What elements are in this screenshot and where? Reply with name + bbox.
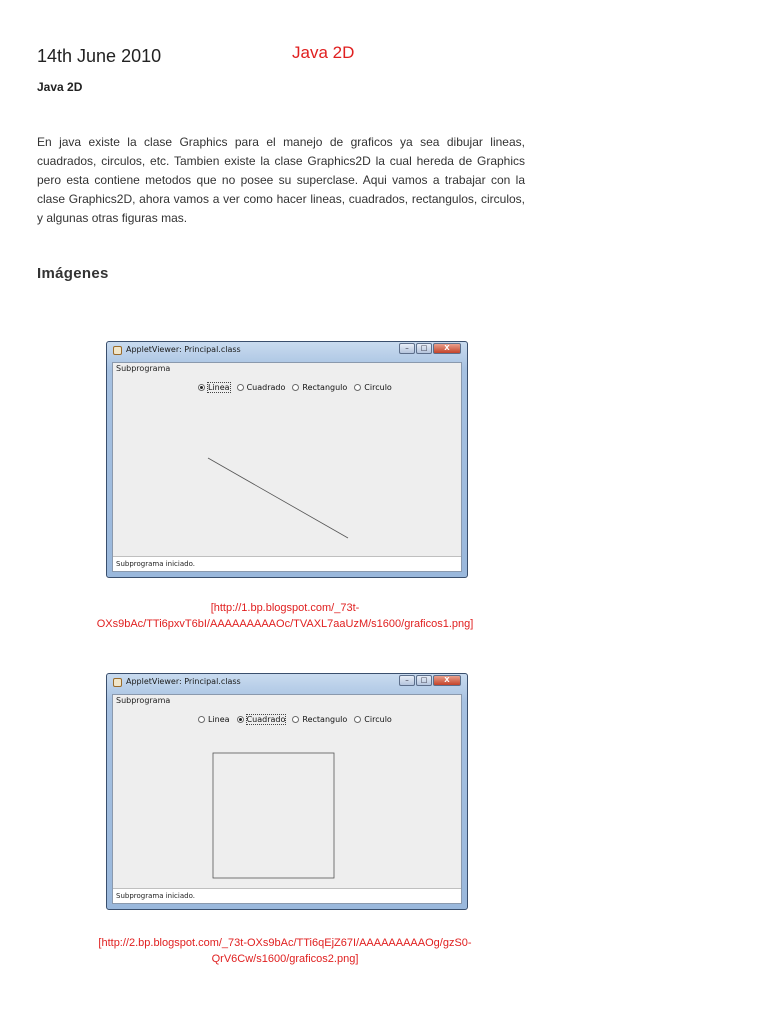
menu-subprograma[interactable]: Subprograma — [116, 364, 171, 373]
drawn-line — [208, 458, 348, 538]
window-titlebar — [107, 674, 467, 692]
caption-line: QrV6Cw/s1600/graficos2.png] — [211, 953, 359, 965]
radio-linea[interactable]: Linea — [198, 383, 230, 392]
post-title: Java 2D — [37, 80, 83, 94]
radio-cuadrado[interactable]: Cuadrado — [237, 715, 286, 724]
shape-radio-group — [198, 715, 399, 724]
drawn-square — [213, 753, 334, 878]
radio-dot-icon — [237, 716, 244, 723]
status-bar: Subprograma iniciado. — [113, 888, 461, 903]
window-title: AppletViewer: Principal.class — [126, 677, 241, 686]
window-titlebar — [107, 342, 467, 360]
radio-dot-icon — [237, 384, 244, 391]
minimize-button[interactable]: – — [399, 343, 415, 354]
radio-dot-icon — [292, 716, 299, 723]
minimize-button[interactable]: – — [399, 675, 415, 686]
java-icon — [113, 346, 122, 355]
applet-client-area — [112, 694, 462, 904]
caption-line: [http://2.bp.blogspot.com/_73t-OXs9bAc/TTi6qEjZ67I/AAAAAAAAAOg/gzS0- — [98, 937, 472, 949]
radio-cuadrado[interactable]: Cuadrado — [237, 383, 286, 392]
shape-radio-group — [198, 383, 399, 392]
menu-subprograma[interactable]: Subprograma — [116, 696, 171, 705]
applet-client-area — [112, 362, 462, 572]
radio-dot-icon — [292, 384, 299, 391]
radio-rectangulo[interactable]: Rectangulo — [292, 715, 347, 724]
post-date: 14th June 2010 — [37, 46, 162, 66]
applet-window-linea — [106, 341, 468, 578]
maximize-button[interactable]: □ — [416, 675, 432, 686]
radio-circulo[interactable]: Circulo — [354, 715, 392, 724]
status-bar: Subprograma iniciado. — [113, 556, 461, 571]
image-caption-2[interactable] — [40, 935, 530, 967]
drawing-canvas — [113, 393, 463, 563]
blog-title-link[interactable]: Java 2D — [292, 43, 355, 62]
close-button[interactable]: X — [433, 675, 461, 686]
radio-dot-icon — [354, 716, 361, 723]
radio-dot-icon — [354, 384, 361, 391]
close-button[interactable]: X — [433, 343, 461, 354]
image-caption-1[interactable] — [40, 600, 530, 632]
window-title: AppletViewer: Principal.class — [126, 345, 241, 354]
radio-dot-icon — [198, 384, 205, 391]
radio-rectangulo[interactable]: Rectangulo — [292, 383, 347, 392]
radio-circulo[interactable]: Circulo — [354, 383, 392, 392]
radio-dot-icon — [198, 716, 205, 723]
drawing-canvas — [113, 725, 463, 895]
applet-window-cuadrado — [106, 673, 468, 910]
java-icon — [113, 678, 122, 687]
radio-linea[interactable]: Linea — [198, 715, 230, 724]
post-body: En java existe la clase Graphics para el manejo de graficos ya sea dibujar lineas, cuadrados, circulos, etc. Tambien existe la clase Graphics2D la cual hereda de Graphics pero esta contiene metodos que no posee su superclase. Aqui vamos a trabajar con la clase Graphics2D, ahora vamos a ver como hacer lineas, cuadrados, rectangulos, circulos, y algunas otras figuras mas. — [37, 135, 525, 225]
caption-line: OXs9bAc/TTi6pxvT6bI/AAAAAAAAAOc/TVAXL7aaUzM/s1600/graficos1.png] — [96, 618, 474, 630]
section-heading: Imágenes — [37, 265, 109, 282]
maximize-button[interactable]: □ — [416, 343, 432, 354]
caption-line: [http://1.bp.blogspot.com/_73t- — [210, 602, 360, 614]
